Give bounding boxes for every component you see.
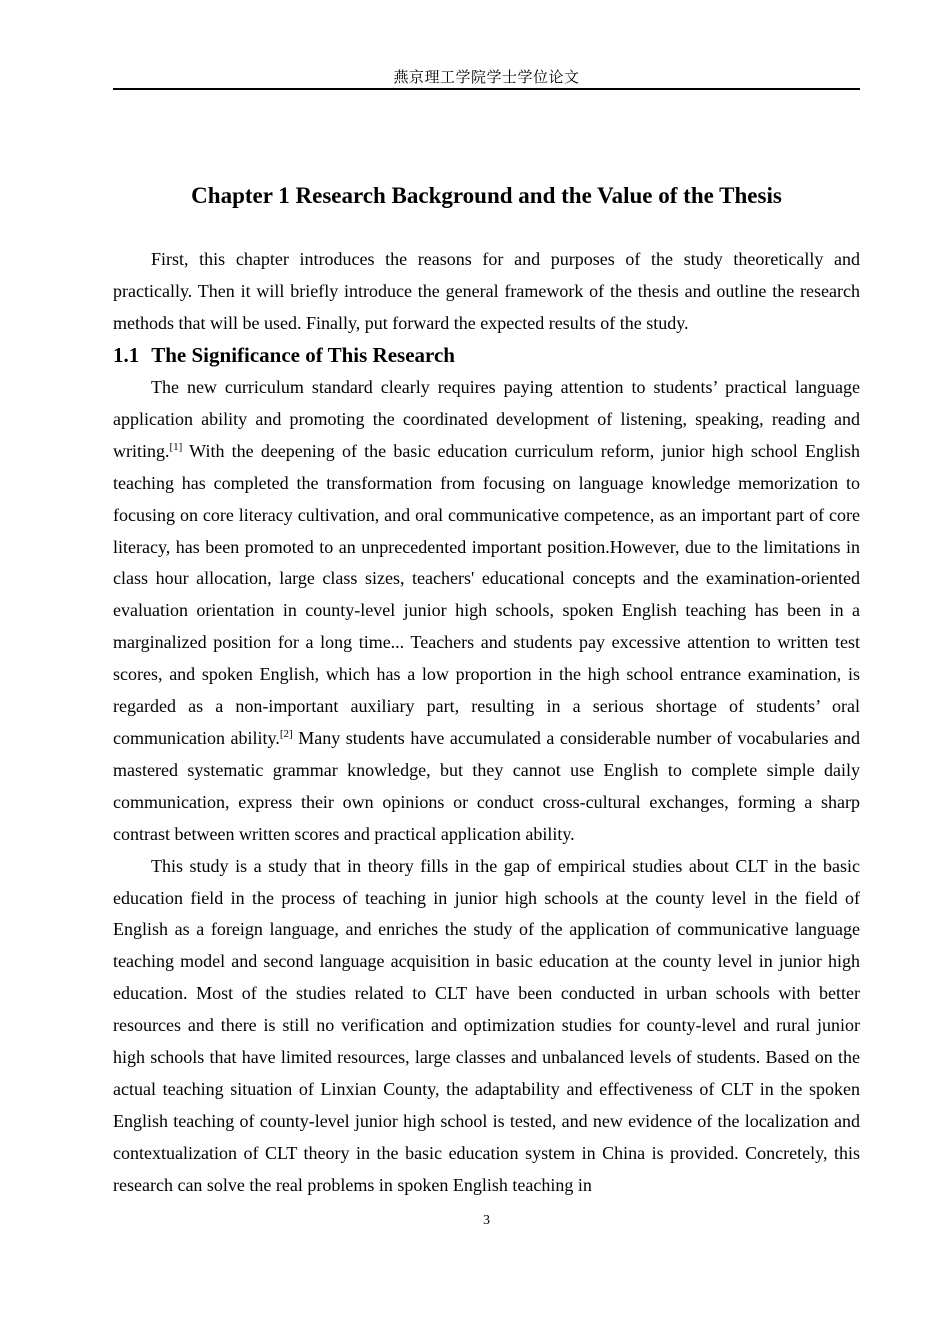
- paragraph-1-text-b: With the deepening of the basic education curriculum reform, junior high school English teaching has completed the transformation from focusing on language knowledge memorization to focusing on core literacy cultivation, and oral communicative competence, as an important part of core literacy, has been promoted to an unprecedented important position.However, due to the limitations in class hour allocation, large class sizes, teachers' educational concepts and the examination-oriented evaluation orientation in county-level junior high schools, spoken English teaching has been in a marginalized position for a long time... Teachers and students pay excessive attention to written test scores, and spoken English, which has a low proportion in the high school entrance examination, is regarded as a non-important auxiliary part, resulting in a serious shortage of students’ oral communication ability.: [113, 440, 860, 748]
- paragraph-1-text-c: Many students have accumulated a considerable number of vocabularies and mastered systematic grammar knowledge, but they cannot use English to complete simple daily communication, express their own opinions or conduct cross-cultural exchanges, forming a sharp contrast between written scores and practical application ability.: [113, 727, 861, 844]
- section-heading: [113, 340, 860, 370]
- body-paragraph-2: This study is a study that in theory fills in the gap of empirical studies about CLT in the basic education field in the process of teaching in junior high schools at the county level in the field of English as a foreign language, and enriches the study of the application of communicative language teaching model and second language acquisition in basic education at the county level in junior high education. Most of the studies related to CLT have been conducted in urban schools with better resources and there is still no verification and optimization studies for county-level and rural junior high schools that have limited resources, large classes and unbalanced levels of students. Based on the actual teaching situation of Linxian County, the adaptability and effectiveness of CLT in the spoken English teaching of county-level junior high school is tested, and new evidence of the localization and contextualization of CLT theory in the basic education system in China is provided. Concretely, this research can solve the real problems in spoken English teaching in: [113, 855, 860, 1195]
- section-body: [113, 372, 860, 1202]
- paragraph-1-text-a: The new curriculum standard clearly requires paying attention to students’ practical language application ability and promoting the coordinated development of listening, speaking, reading and writing.: [113, 377, 860, 461]
- header-rule: [113, 88, 860, 90]
- citation-marker-2: [2]: [279, 727, 293, 740]
- running-header: 燕京理工学院学士学位论文: [393, 68, 580, 86]
- chapter-title: Chapter 1 Research Background and the Value of the Thesis: [191, 183, 782, 208]
- citation-marker-1: [1]: [169, 440, 183, 453]
- section-number: 1.1: [113, 343, 140, 367]
- chapter-intro-paragraph: First, this chapter introduces the reasons for and purposes of the study theoretically and practically. Then it will briefly introduce the general framework of the thesis and outline the research methods that will be used. Finally, put forward the expected results of the study.: [113, 249, 860, 333]
- chapter-intro-block: [113, 244, 860, 340]
- section-title: The Significance of This Research: [151, 343, 455, 367]
- page-number: 3: [483, 1213, 490, 1228]
- body-paragraph-1: [113, 372, 860, 851]
